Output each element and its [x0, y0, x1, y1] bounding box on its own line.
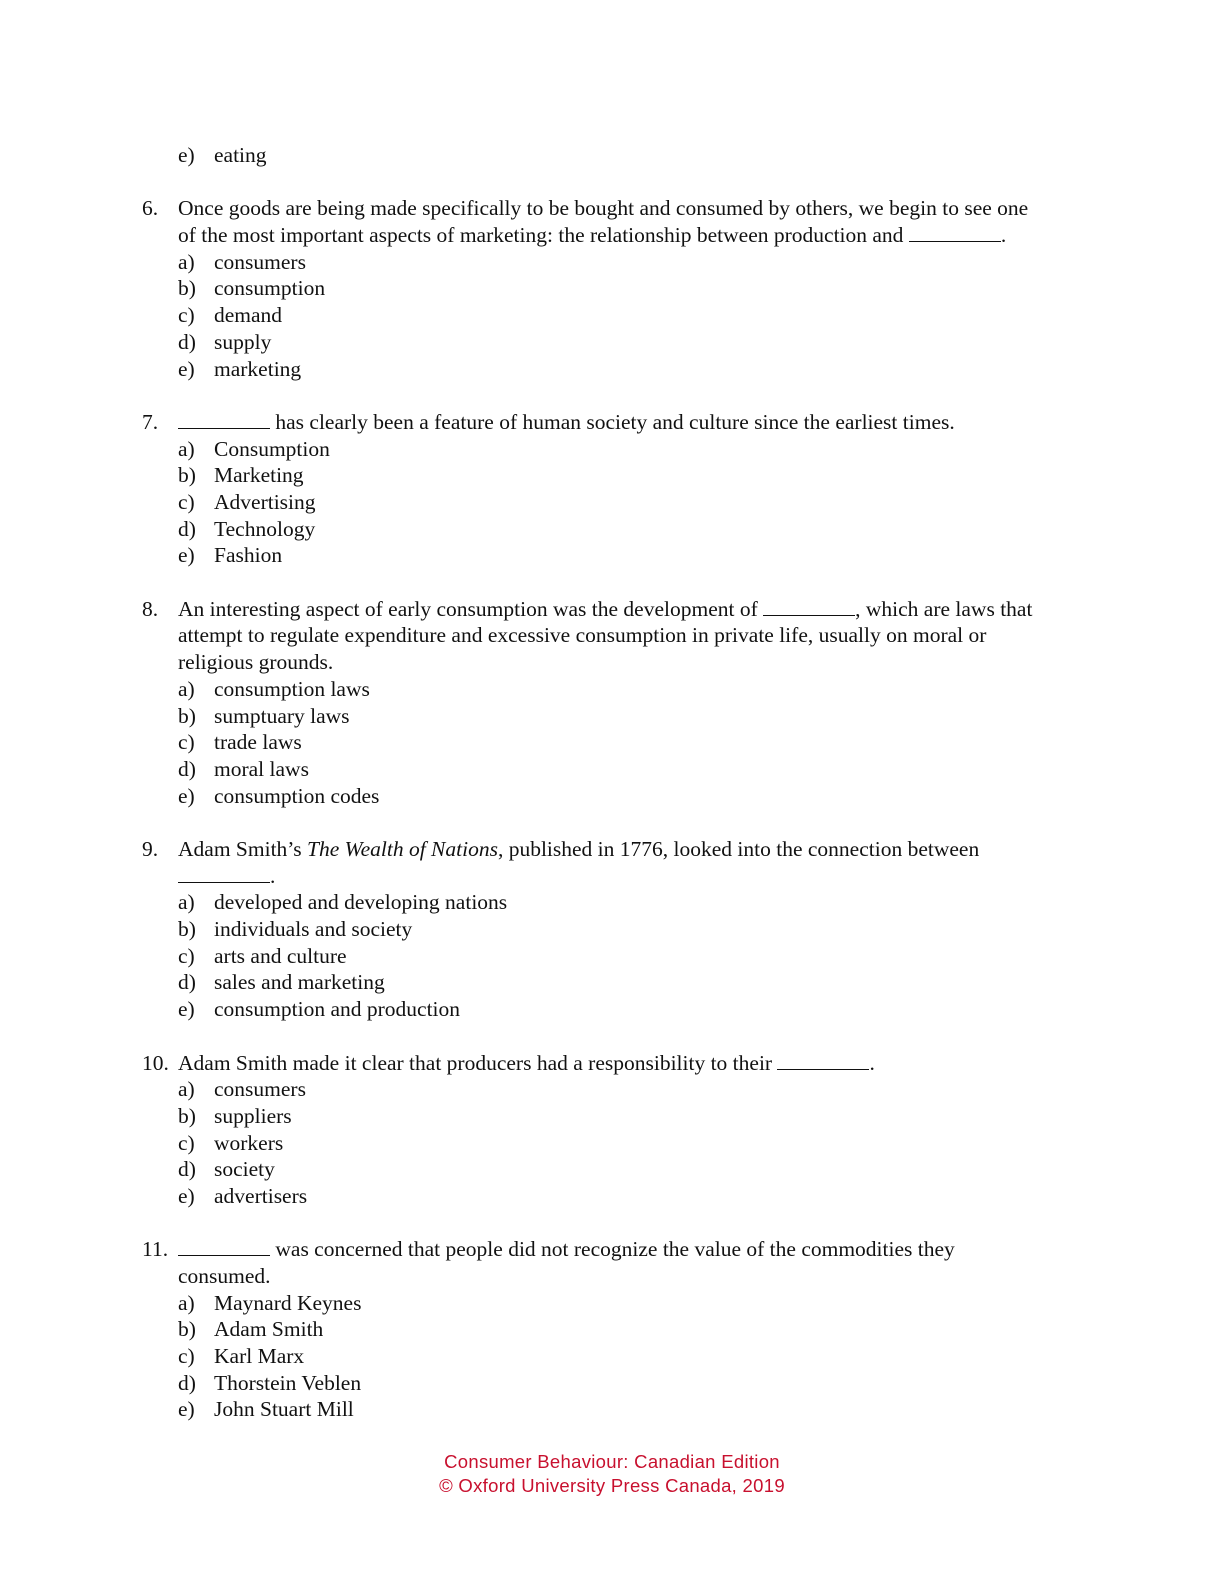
option-letter: d): [178, 756, 196, 781]
answer-blank: [178, 864, 270, 883]
option-text: Consumption: [214, 436, 330, 461]
option-text: consumption: [214, 276, 326, 301]
question-stem: [178, 1050, 1082, 1077]
question-line: consumed.: [178, 1264, 271, 1289]
question-number: 8.: [142, 596, 159, 621]
book-title: The Wealth of Nations: [307, 836, 498, 861]
option-text: Technology: [214, 516, 316, 541]
question-6: [142, 195, 1082, 382]
option-letter: c): [178, 489, 195, 514]
end-punctuation: .: [270, 863, 276, 888]
option-row: [142, 1396, 1082, 1423]
option-text: Adam Smith: [214, 1317, 324, 1342]
question-line: Adam Smith’s: [178, 836, 308, 861]
question-stem: [178, 409, 1082, 436]
option-letter: e): [178, 356, 195, 381]
option-row: [142, 516, 1082, 543]
option-letter: c): [178, 1130, 195, 1155]
answer-blank: [178, 410, 270, 429]
question-8: [142, 596, 1082, 810]
question-line: has clearly been a feature of human society and culture since the earliest times.: [270, 409, 955, 434]
option-letter: c): [178, 943, 195, 968]
question-11: [142, 1236, 1082, 1423]
question-line: , published in 1776, looked into the connection between: [497, 836, 980, 861]
question-line: was concerned that people did not recognize the value of the commodities they: [270, 1237, 955, 1262]
question-number: 6.: [142, 196, 159, 221]
question-number: 9.: [142, 836, 159, 861]
option-text: Advertising: [214, 489, 316, 514]
option-text: Maynard Keynes: [214, 1290, 362, 1315]
option-letter: e): [178, 783, 195, 808]
option-row: [142, 1103, 1082, 1130]
question-9: [142, 836, 1082, 1023]
option-letter: c): [178, 730, 195, 755]
option-text: consumers: [214, 1077, 306, 1102]
option-letter: b): [178, 276, 196, 301]
question-line: religious grounds.: [178, 650, 334, 675]
option-letter: d): [178, 1370, 196, 1395]
answer-blank: [777, 1051, 869, 1070]
option-letter: c): [178, 1344, 195, 1369]
option-text: consumers: [214, 249, 306, 274]
option-row: [142, 1183, 1082, 1210]
option-letter: a): [178, 1290, 195, 1315]
option-text: society: [214, 1157, 275, 1182]
option-text: supply: [214, 329, 272, 354]
option-letter: b): [178, 463, 196, 488]
option-text: developed and developing nations: [214, 890, 508, 915]
option-letter: a): [178, 890, 195, 915]
question-list: [142, 142, 1082, 1423]
end-punctuation: .: [869, 1050, 875, 1075]
option-text: trade laws: [214, 730, 302, 755]
footer-book-title: Consumer Behaviour: Canadian Edition: [444, 1451, 780, 1472]
option-letter: e): [178, 1397, 195, 1422]
option-row: [142, 249, 1082, 276]
option-row: [142, 969, 1082, 996]
option-text: consumption laws: [214, 676, 370, 701]
option-text: Karl Marx: [214, 1344, 305, 1369]
option-row: [142, 943, 1082, 970]
option-letter: e): [178, 143, 195, 167]
end-punctuation: .: [1000, 223, 1007, 248]
option-letter: c): [178, 303, 195, 328]
option-row: [142, 916, 1082, 943]
option-row: [142, 889, 1082, 916]
option-text: sales and marketing: [214, 970, 385, 995]
option-letter: e): [178, 1183, 195, 1208]
option-letter: a): [178, 676, 195, 701]
option-letter: a): [178, 249, 195, 274]
option-text: consumption codes: [214, 783, 380, 808]
question-stem: [178, 1236, 1082, 1289]
option-row: [142, 1130, 1082, 1157]
question-line: attempt to regulate expenditure and excessive consumption in private life, usually on moral or: [178, 623, 987, 648]
option-row: [142, 1156, 1082, 1183]
question-7: [142, 409, 1082, 569]
question-10: [142, 1050, 1082, 1210]
option-letter: a): [178, 436, 195, 461]
option-row: [142, 329, 1082, 356]
page-footer: [0, 1450, 1224, 1498]
question-line: Adam Smith made it clear that producers had a responsibility to their: [178, 1050, 778, 1075]
answer-blank: [763, 597, 855, 616]
answer-blank: [178, 1237, 270, 1256]
option-letter: b): [178, 1317, 196, 1342]
option-text: Thorstein Veblen: [214, 1370, 362, 1395]
question-line: of the most important aspects of marketing: the relationship between production and: [178, 223, 909, 248]
option-letter: d): [178, 970, 196, 995]
option-row: [142, 142, 1082, 169]
option-text: suppliers: [214, 1103, 292, 1128]
question-line: , which are laws that: [855, 596, 1033, 621]
question-number: 10.: [142, 1050, 169, 1075]
option-row: [142, 542, 1082, 569]
option-letter: e): [178, 997, 195, 1022]
option-text: advertisers: [214, 1183, 308, 1208]
footer-copyright: © Oxford University Press Canada, 2019: [439, 1475, 785, 1496]
question-number: 11.: [142, 1237, 169, 1262]
answer-blank: [909, 223, 1001, 242]
question-line: An interesting aspect of early consumption was the development of: [178, 596, 764, 621]
option-row: [142, 275, 1082, 302]
option-row: [142, 436, 1082, 463]
option-row: [142, 1343, 1082, 1370]
option-row: [142, 729, 1082, 756]
option-row: [142, 302, 1082, 329]
option-row: [142, 462, 1082, 489]
option-text: Fashion: [214, 543, 283, 568]
option-text: demand: [214, 303, 283, 328]
option-row: [142, 356, 1082, 383]
option-row: [142, 1290, 1082, 1317]
option-row: [142, 1316, 1082, 1343]
option-letter: b): [178, 1103, 196, 1128]
option-row: [142, 756, 1082, 783]
option-row: [142, 676, 1082, 703]
option-letter: d): [178, 329, 196, 354]
option-text: consumption and production: [214, 997, 461, 1022]
option-letter: b): [178, 703, 196, 728]
option-text: Marketing: [214, 463, 304, 488]
option-letter: e): [178, 543, 195, 568]
question-stem: [178, 596, 1082, 676]
option-letter: d): [178, 516, 196, 541]
option-text: marketing: [214, 356, 302, 381]
option-text: John Stuart Mill: [214, 1397, 354, 1422]
option-row: [142, 996, 1082, 1023]
option-row: [142, 1370, 1082, 1397]
option-row: [142, 783, 1082, 810]
option-row: [142, 703, 1082, 730]
option-letter: d): [178, 1157, 196, 1182]
option-text: moral laws: [214, 756, 309, 781]
option-text: sumptuary laws: [214, 703, 350, 728]
question-number: 7.: [142, 409, 159, 434]
option-row: [142, 1076, 1082, 1103]
option-letter: a): [178, 1077, 195, 1102]
question-stem: [178, 195, 1082, 248]
option-row: [142, 489, 1082, 516]
option-text: arts and culture: [214, 943, 347, 968]
option-text: individuals and society: [214, 917, 413, 942]
question-line: Once goods are being made specifically to be bought and consumed by others, we begin to see one: [178, 196, 1029, 221]
option-text: workers: [214, 1130, 284, 1155]
option-letter: b): [178, 917, 196, 942]
question-stem: [178, 836, 1082, 889]
option-text: eating: [214, 143, 267, 167]
